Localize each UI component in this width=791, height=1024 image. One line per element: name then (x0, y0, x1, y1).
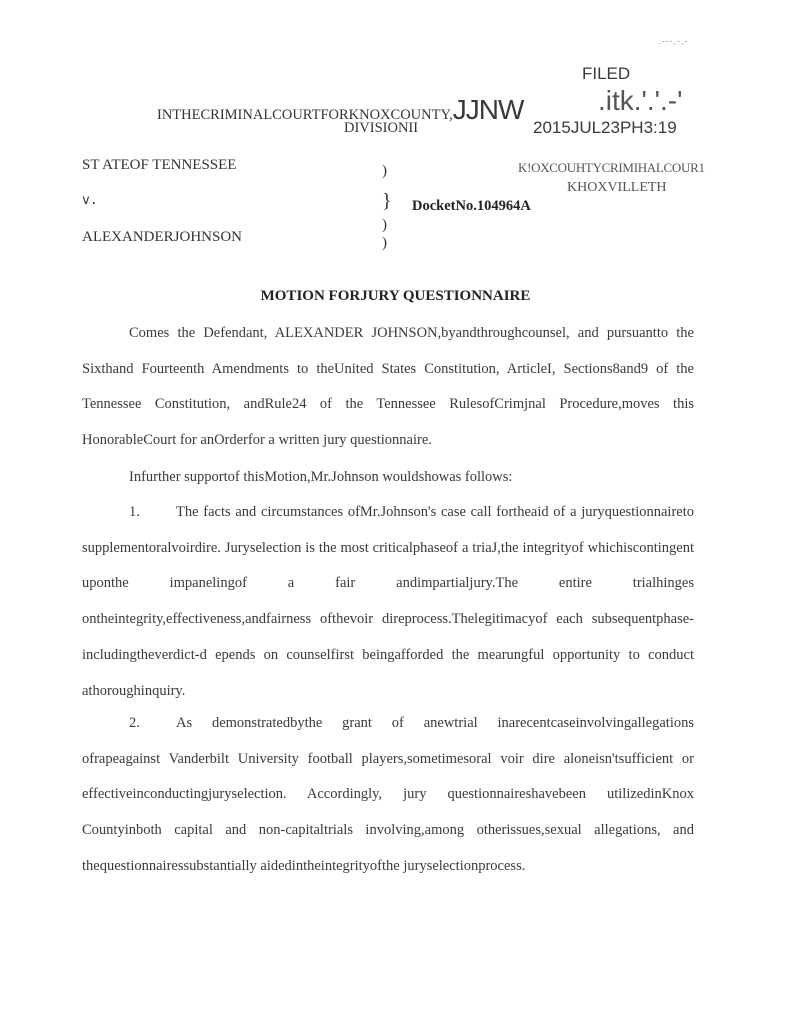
support-paragraph: Infurther supportof thisMotion,Mr.Johnson wouldshowas follows: (129, 469, 513, 485)
caption-paren: ) (382, 163, 387, 179)
docket-number: DocketNo.104964A (412, 198, 531, 214)
court-name (157, 94, 523, 126)
stamp-corner-mark: .---,-,- (658, 36, 689, 46)
document-title: MOTION FORJURY QUESTIONNAIRE (260, 288, 531, 304)
division: DIVISIONII (344, 120, 419, 136)
filed-date-stamp: 2015JUL23PH3:19 (533, 118, 677, 137)
numbered-paragraph (82, 706, 694, 885)
paragraph-number: 2. (129, 715, 140, 731)
filed-stamp-label: FILED (582, 64, 631, 83)
paragraph-text: As demonstratedbythe grant of anewtrial inarecentcaseinvolvingallegations ofrapeagainst Vanderbilt University football players,sometimesoral voir dire aloneisn'tsufficient or effectiveinconductingjuryselection. Accordingly, jury questionnaireshavebeen utilizedinKnox Countyinboth capital and non-capitaltrials involving,among otherissues,sexual allegations, and thequestionnairessubstantially aidedintheintegrityofthe juryselectionprocess. (82, 715, 694, 874)
plaintiff: ST ATEOF TENNESSEE (82, 157, 237, 173)
stamp-fragment: .itk.'.'.-' (598, 85, 683, 116)
defendant-name: ALEXANDERJOHNSON (82, 229, 242, 245)
stamp-city: KHOXVILLETH (567, 180, 667, 195)
paragraph-number: 1. (129, 504, 140, 520)
intro-paragraph: Comes the Defendant, ALEXANDER JOHNSON,byandthroughcounsel, and pursuantto the Sixthand Fourteenth Amendments to theUnited States Constitution, ArticleI, Sections8and9 of the Tennessee Constitution, andRule24 of the Tennessee RulesofCrimjnal Procedure,moves this HonorableCourt for anOrderfor a written jury questionnaire. (82, 325, 694, 449)
stamp-county-clerk: K!OXCOUHTYCRIMIHALCOUR1 (518, 160, 705, 175)
caption-paren: ) (382, 217, 387, 233)
court-name-text: INTHECRIMINALCOURTFORKNOXCOUNTY, (157, 107, 453, 123)
caption-paren: ) (382, 235, 387, 251)
stamp-mark: JJNW (452, 94, 524, 125)
caption-paren: } (382, 190, 392, 212)
paragraph-text: The facts and circumstances ofMr.Johnson's case call fortheaid of a juryquestionnaireto supplementoralvoirdire. Juryselection is the most criticalphaseof a triaJ,the integrityof whichiscontingent uponthe impanelingof a fair andimpartialjury.The entire trialhinges ontheintegrity,effectiveness,andfairness ofthevoir direprocess.Thelegitimacyof each subsequentphase-includingtheverdict-d epends on counselfirst beingafforded the mearungful opportunity to conduct athoroughinquiry. (82, 504, 694, 699)
versus: v. (82, 193, 98, 208)
numbered-paragraph (82, 495, 694, 709)
